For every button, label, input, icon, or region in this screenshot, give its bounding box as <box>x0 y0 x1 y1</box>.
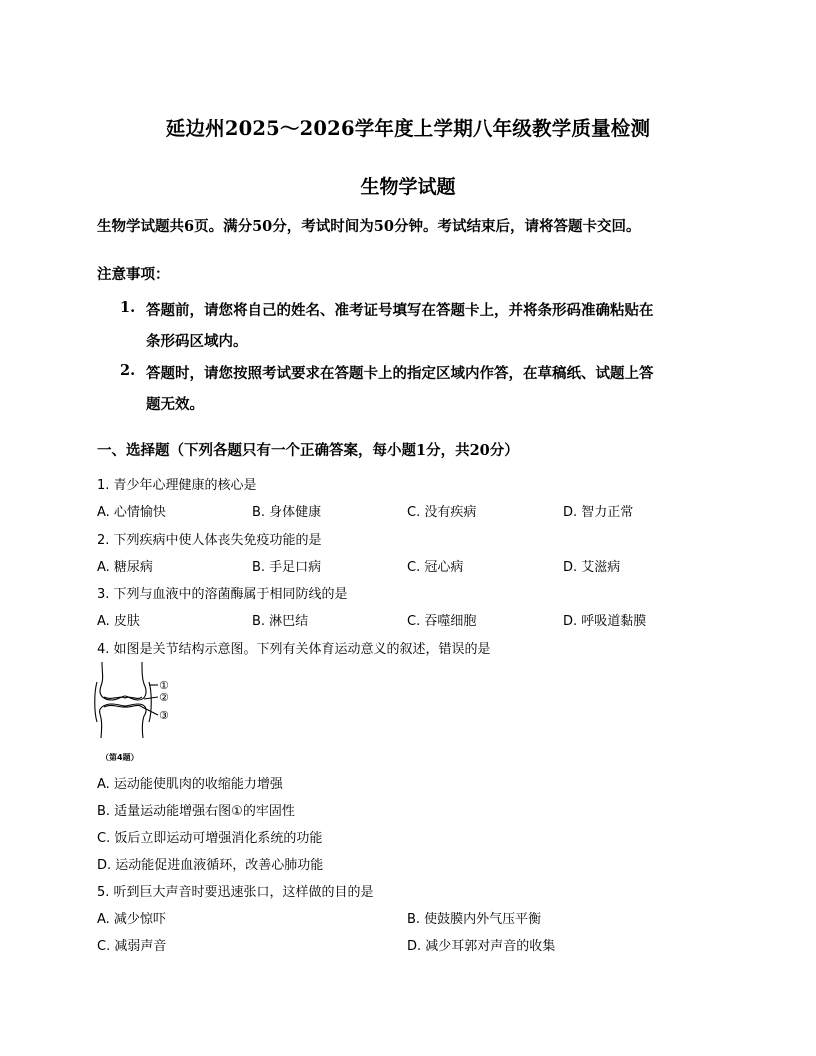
option-c: C. 冠心病 <box>407 560 464 575</box>
notice-item-text: 条形码区域内。 <box>146 333 248 350</box>
exam-title: 延边州2025～2026学年度上学期八年级教学质量检测 <box>165 117 651 140</box>
question-stem: 1. 青少年心理健康的核心是 <box>97 478 257 493</box>
exam-subtitle: 生物学试题 <box>360 176 456 198</box>
question-stem: 3. 下列与血液中的溶菌酶属于相同防线的是 <box>97 587 348 602</box>
intro-text: 生物学试题共6页。满分50分，考试时间为50分钟。考试结束后，请将答题卡交回。 <box>97 218 641 235</box>
option-b: B. 适量运动能增强右图①的牢固性 <box>97 804 295 819</box>
option-d: D. 减少耳郭对声音的收集 <box>407 939 556 954</box>
notice-item-text: 题无效。 <box>146 396 204 413</box>
option-c: C. 饭后立即运动可增强消化系统的功能 <box>97 831 323 846</box>
notice-item-text: 答题时，请您按照考试要求在答题卡上的指定区域内作答，在草稿纸、试题上答 <box>146 365 654 382</box>
option-a: A. 心情愉快 <box>97 505 166 520</box>
option-b: B. 使鼓膜内外气压平衡 <box>407 912 542 927</box>
option-d: D. 智力正常 <box>563 505 634 520</box>
notice-item-text: 答题前，请您将自己的姓名、准考证号填写在答题卡上，并将条形码准确粘贴在 <box>146 302 654 319</box>
joint-diagram <box>92 660 182 740</box>
option-c: C. 没有疾病 <box>407 505 477 520</box>
option-a: A. 运动能使肌肉的收缩能力增强 <box>97 777 283 792</box>
notice-item-number: 1. <box>120 299 136 316</box>
notice-item-number: 2. <box>120 362 136 379</box>
option-a: A. 减少惊吓 <box>97 912 166 927</box>
notice-heading: 注意事项： <box>97 266 170 283</box>
figure-label-2: ② <box>159 691 169 704</box>
option-c: C. 减弱声音 <box>97 939 167 954</box>
option-b: B. 身体健康 <box>252 505 322 520</box>
option-d: D. 呼吸道黏膜 <box>563 614 647 629</box>
figure-label-3: ③ <box>159 709 169 722</box>
section-heading: 一、选择题（下列各题只有一个正确答案，每小题1分，共20分） <box>97 442 519 459</box>
option-b: B. 手足口病 <box>252 560 322 575</box>
option-b: B. 淋巴结 <box>252 614 309 629</box>
question-stem: 2. 下列疾病中使人体丧失免疫功能的是 <box>97 533 322 548</box>
option-d: D. 艾滋病 <box>563 560 621 575</box>
question-stem: 4. 如图是关节结构示意图。下列有关体育运动意义的叙述，错误的是 <box>97 642 491 657</box>
option-c: C. 吞噬细胞 <box>407 614 477 629</box>
option-a: A. 皮肤 <box>97 614 140 629</box>
figure-caption: （第4题） <box>101 753 139 762</box>
option-a: A. 糖尿病 <box>97 560 153 575</box>
question-stem: 5. 听到巨大声音时要迅速张口，这样做的目的是 <box>97 885 374 900</box>
option-d: D. 运动能促进血液循环，改善心肺功能 <box>97 858 324 873</box>
figure-label-1: ① <box>159 679 169 692</box>
